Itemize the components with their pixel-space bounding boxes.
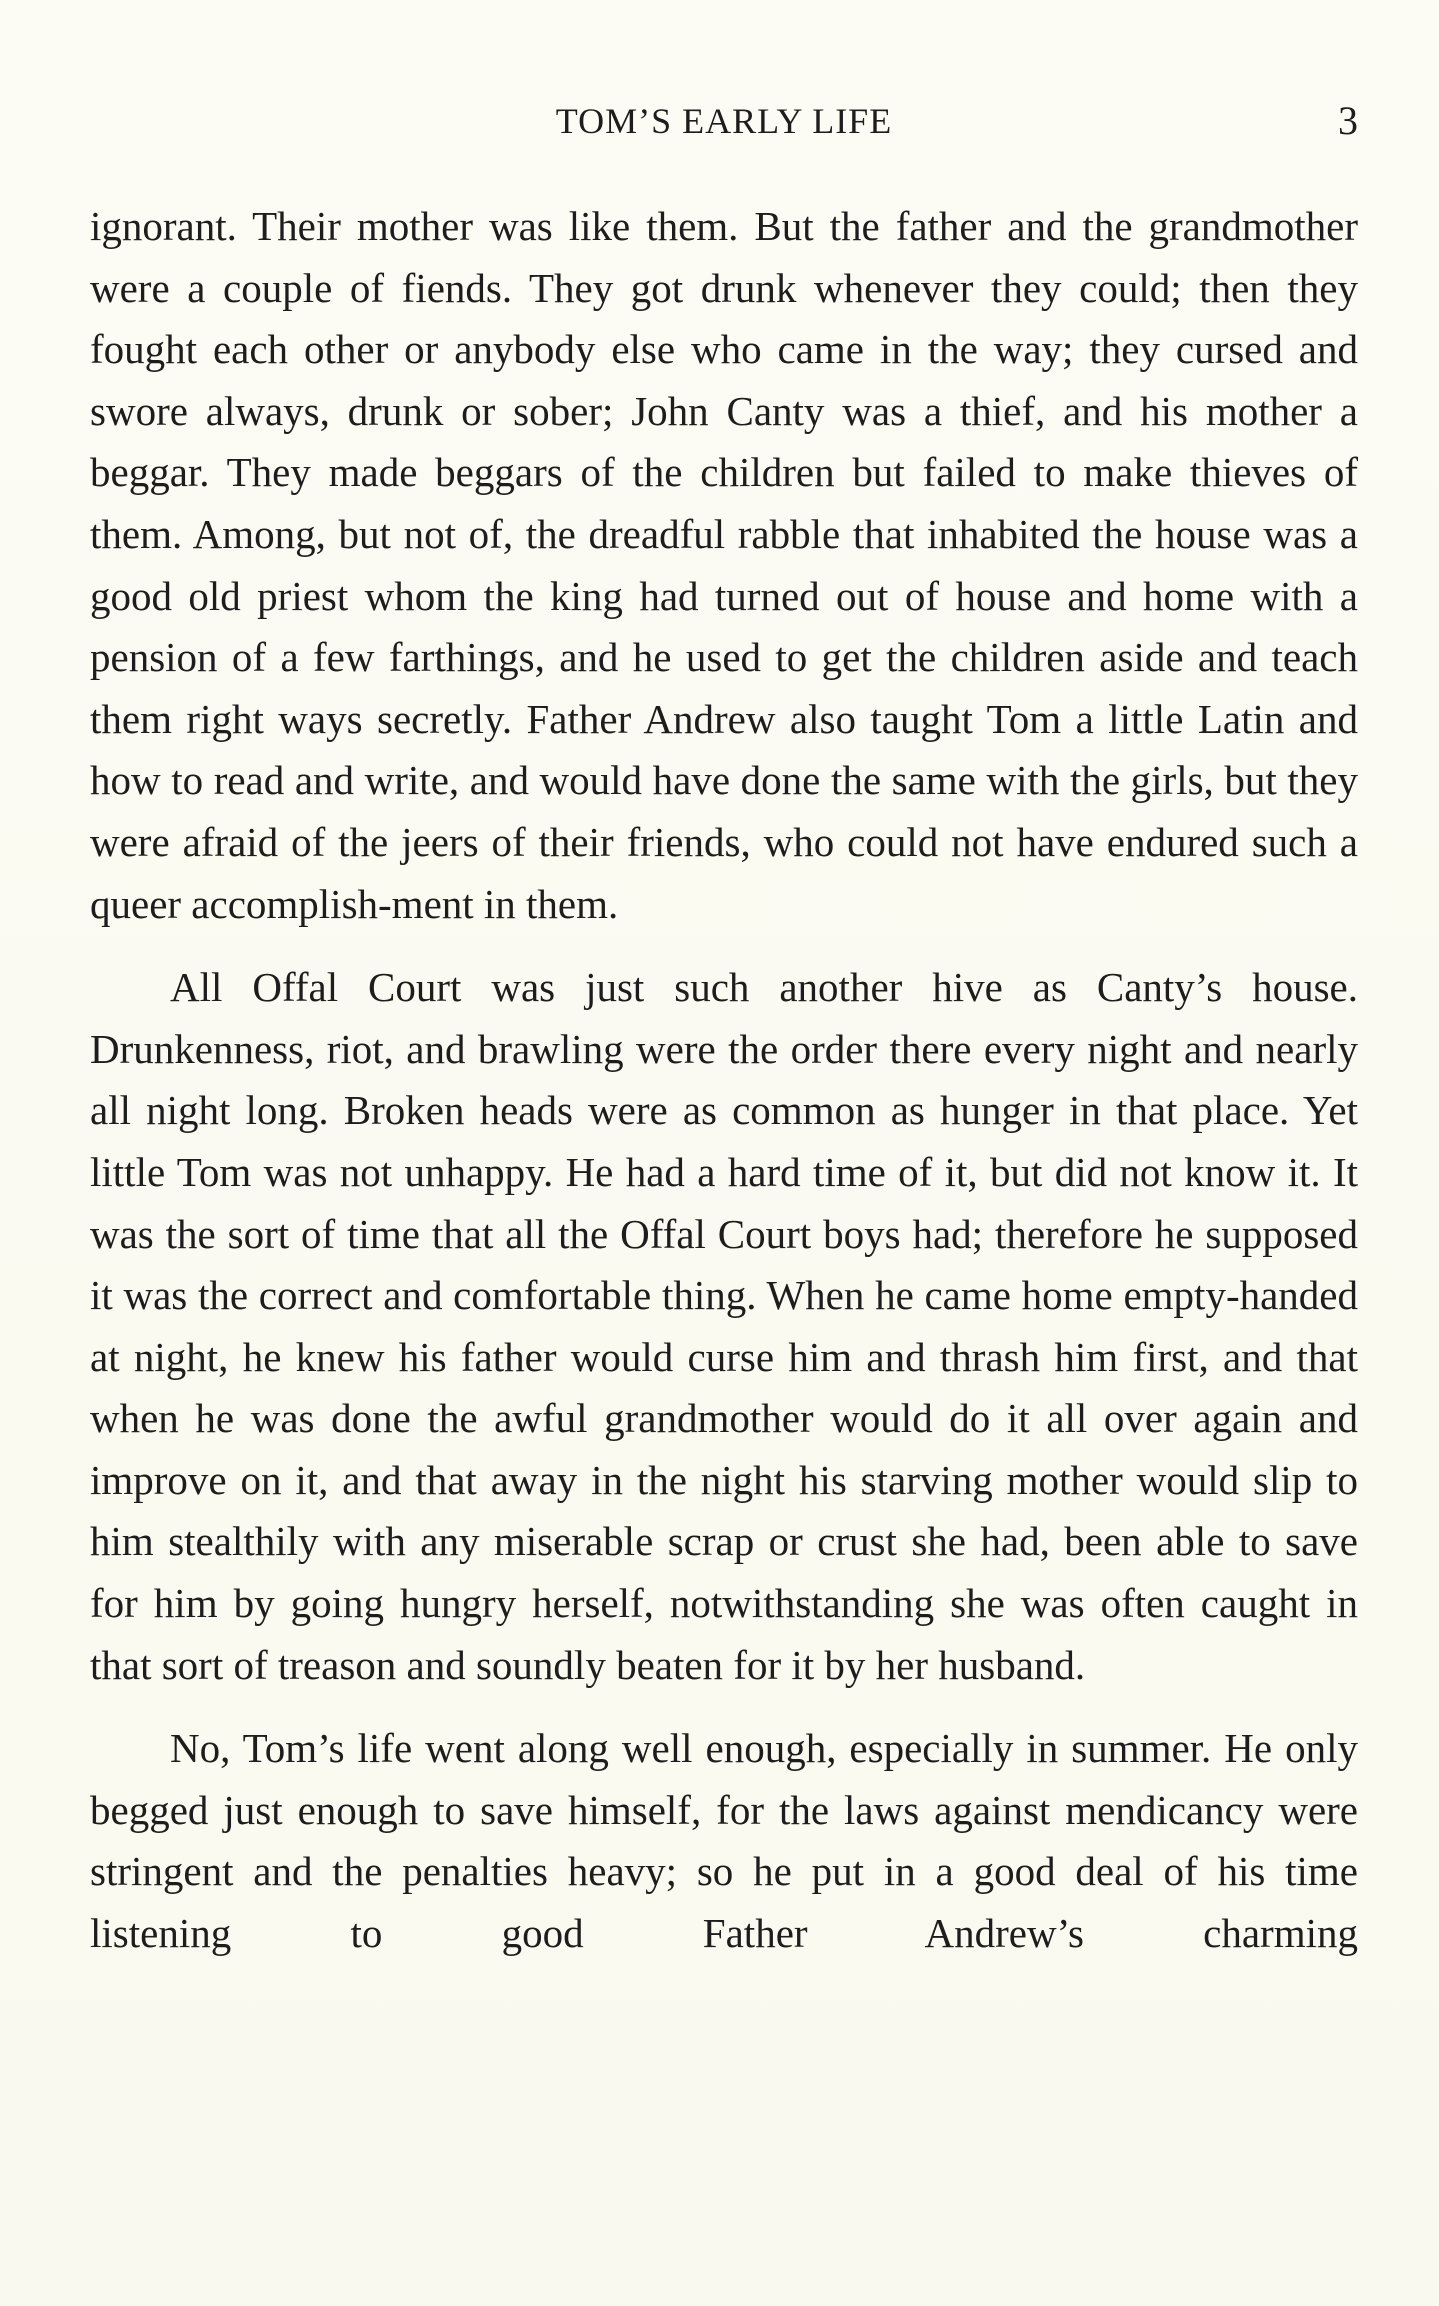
page-number: 3: [1338, 98, 1358, 143]
body-text: [90, 196, 1358, 1965]
running-title: TOM’S EARLY LIFE: [555, 101, 893, 141]
paragraph-2: All Offal Court was just such another hive as Canty’s house. Drunkenness, riot, and brawling were the order there every night and nearly all night long. Broken heads were as common as hunger in that place. Yet little Tom was not unhappy. He had a hard time of it, but did not know it. It was the sort of time that all the Offal Court boys had; therefore he supposed it was the correct and comfortable thing. When he came home empty-handed at night, he knew his father would curse him and thrash him first, and that when he was done the awful grandmother would do it all over again and improve on it, and that away in the night his starving mother would slip to him stealthily with any miserable scrap or crust she had, been able to save for him by going hungry herself, notwithstanding she was often caught in that sort of treason and soundly beaten for it by her husband.: [90, 964, 1358, 1688]
running-head: [90, 96, 1358, 146]
paragraph-3: No, Tom’s life went along well enough, especially in summer. He only begged just enough to save himself, for the laws against mendicancy were stringent and the penalties heavy; so he put in a good deal of his time listening to good Father Andrew’s charming: [90, 1725, 1358, 1957]
paragraph-1: ignorant. Their mother was like them. But the father and the grandmother were a couple of fiends. They got drunk whenever they could; then they fought each other or anybody else who came in the way; they cursed and swore always, drunk or sober; John Canty was a thief, and his mother a beggar. They made beggars of the children but failed to make thieves of them. Among, but not of, the dreadful rabble that inhabited the house was a good old priest whom the king had turned out of house and home with a pension of a few farthings, and he used to get the children aside and teach them right ways secretly. Father Andrew also taught Tom a little Latin and how to read and write, and would have done the same with the girls, but they were afraid of the jeers of their friends, who could not have endured such a queer accomplish-ment in them.: [90, 203, 1358, 927]
